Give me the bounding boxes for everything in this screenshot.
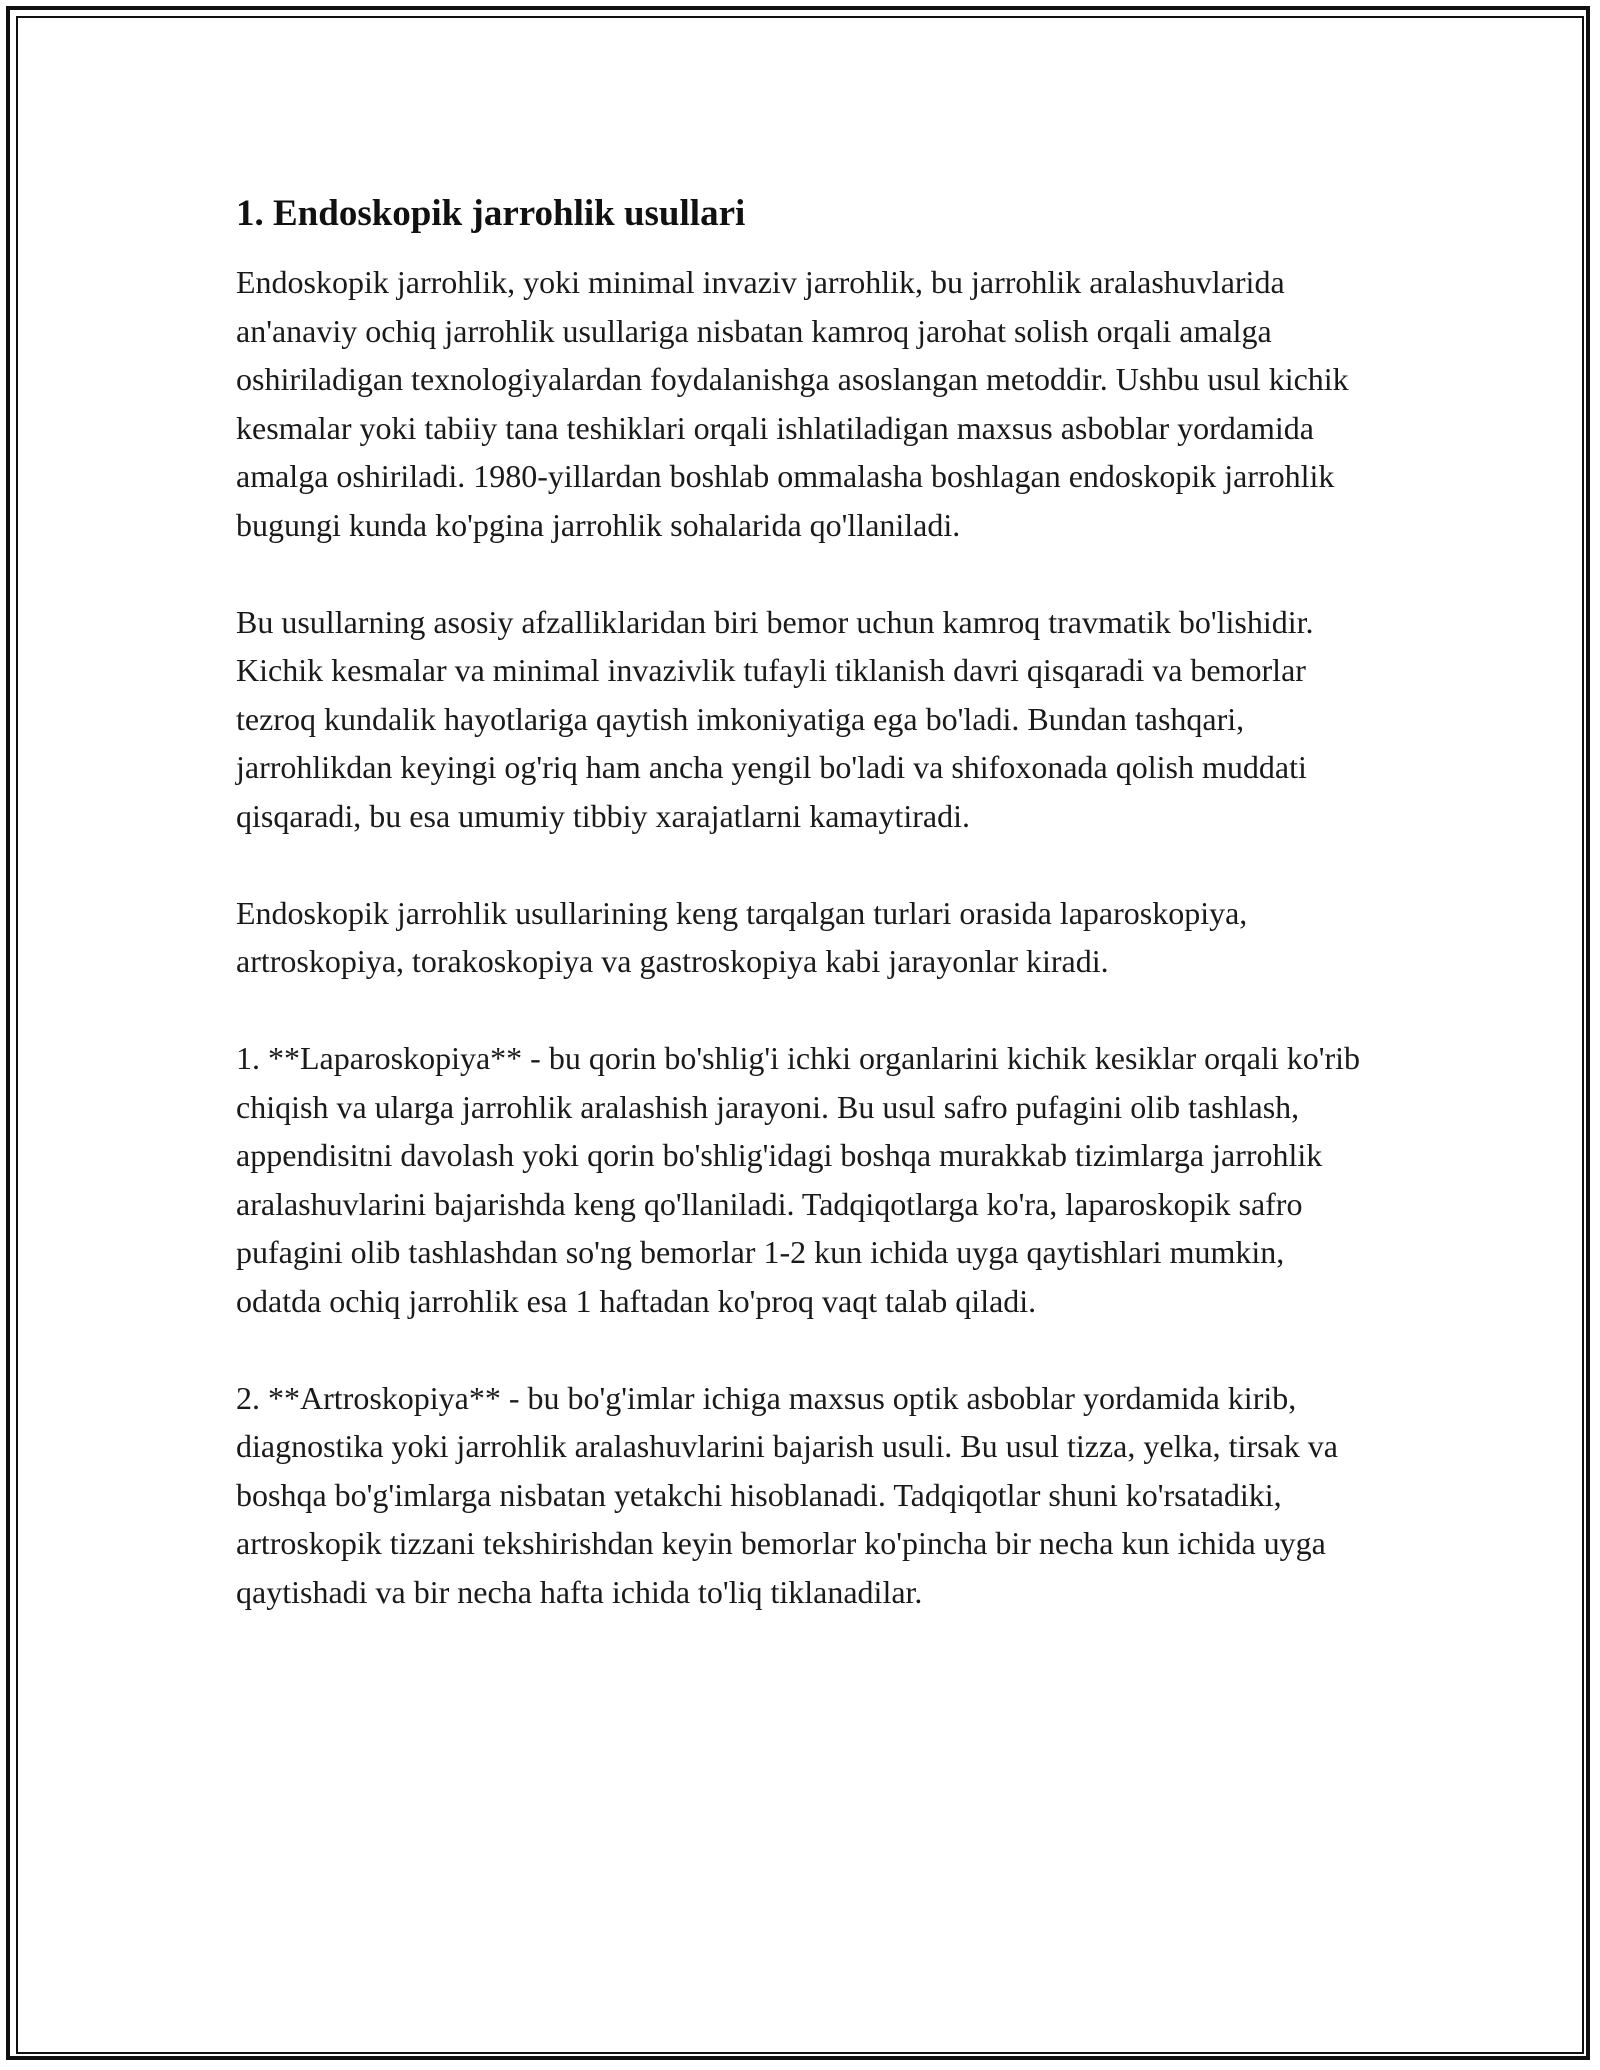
paragraph-intro: Endoskopik jarrohlik, yoki minimal invaziv jarrohlik, bu jarrohlik aralashuvlarida an'anaviy ochiq jarrohlik usullariga nisbatan kamroq jarohat solish orqali amalga oshiriladigan texnologiyalardan foydalanishga asoslangan metoddir. Ushbu usul kichik kesmalar yoki tabiiy tana teshiklari orqali ishlatiladigan maxsus asboblar yordamida amalga oshiriladi. 1980-yillardan boshlab ommalasha boshlagan endoskopik jarrohlik bugungi kunda ko'pgina jarrohlik sohalarida qo'llaniladi. [236,264,1349,543]
section-heading: 1. Endoskopik jarrohlik usullari [236,193,746,234]
paragraph-laparoscopy: 1. **Laparoskopiya** - bu qorin bo'shlig'i ichki organlarini kichik kesiklar orqali ko'rib chiqish va ularga jarrohlik aralashish jarayoni. Bu usul safro pufagini olib tashlash, appendisitni davolash yoki qorin bo'shlig'idagi boshqa murakkab tizimlarga jarrohlik aralashuvlarini bajarishda keng qo'llaniladi. Tadqiqotlarga ko'ra, laparoskopik safro pufagini olib tashlashdan so'ng bemorlar 1-2 kun ichida uyga qaytishlari mumkin, odatda ochiq jarrohlik esa 1 haftadan ko'proq vaqt talab qiladi. [236,1040,1361,1319]
paragraph-advantages: Bu usullarning asosiy afzalliklaridan biri bemor uchun kamroq travmatik bo'lishidir. Kichik kesmalar va minimal invazivlik tufayli tiklanish davri qisqaradi va bemorlar tezroq kundalik hayotlariga qaytish imkoniyatiga ega bo'ladi. Bundan tashqari, jarrohlikdan keyingi og'riq ham ancha yengil bo'ladi va shifoxonada qolish muddati qisqaradi, bu esa umumiy tibbiy xarajatlarni kamaytiradi. [236,603,1314,834]
paragraph-arthroscopy: 2. **Artroskopiya** - bu bo'g'imlar ichiga maxsus optik asboblar yordamida kirib, diagnostika yoki jarrohlik aralashuvlarini bajarish usuli. Bu usul tizza, yelka, tirsak va boshqa bo'g'imlarga nisbatan yetakchi hisoblanadi. Tadqiqotlar shuni ko'rsatadiki, artroskopik tizzani tekshirishdan keyin bemorlar ko'pincha bir necha kun ichida uyga qaytishadi va bir necha hafta ichida to'liq tiklanadilar. [236,1379,1338,1610]
document-body [236,190,1376,1665]
paragraph-types: Endoskopik jarrohlik usullarining keng tarqalgan turlari orasida laparoskopiya, artroskopiya, torakoskopiya va gastroskopiya kabi jarayonlar kiradi. [236,894,1248,979]
